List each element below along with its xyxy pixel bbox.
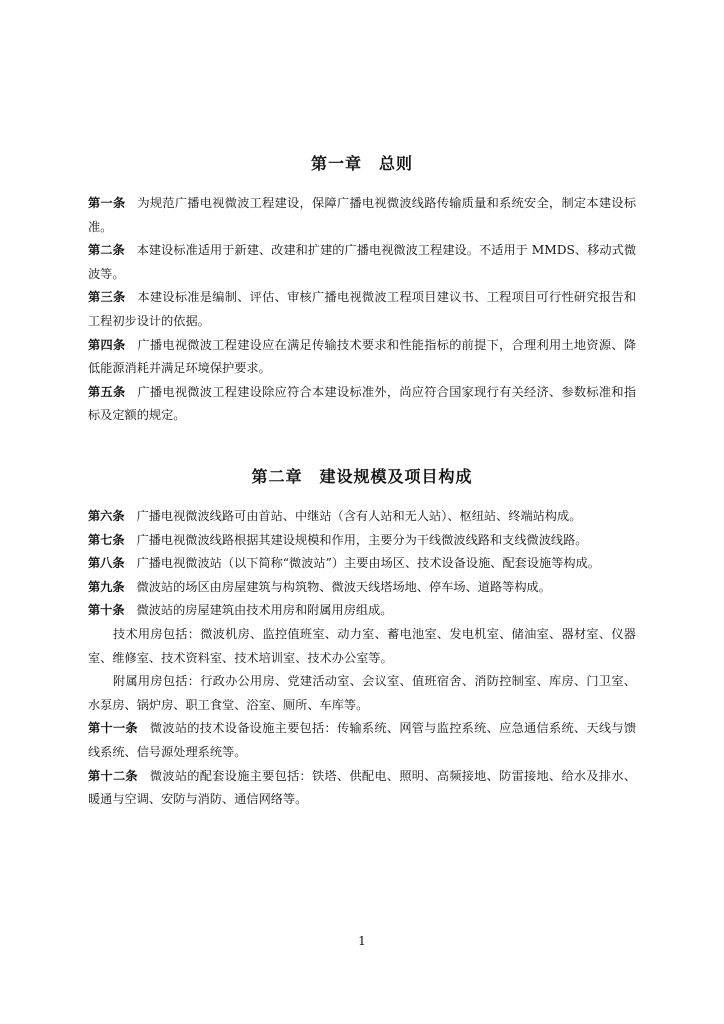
article-text: 微波站的房屋建筑由技术用房和附属用房组成。 [136,603,393,618]
article-text: 广播电视微波工程建设除应符合本建设标准外，尚应符合国家现行有关经济、参数标准和指标及定额的规定。 [88,384,637,423]
article-number: 第六条 [88,509,125,523]
article-1 [88,192,636,239]
article-number: 第二条 [88,243,125,258]
chapter-2-title: 第二章 建设规模及项目构成 [251,467,473,486]
article-text: 广播电视微波线路可由首站、中继站（含有人站和无人站）、枢纽站、终端站构成。 [136,509,582,523]
article-11 [88,717,636,764]
article-number: 第一条 [88,196,126,210]
article-text: 广播电视微波线路根据其建设规模和作用，主要分为干线微波线路和支线微波线路。 [136,532,588,547]
article-number: 第十二条 [88,768,138,783]
article-text: 为规范广播电视微波工程建设，保障广播电视微波线路传输质量和系统安全，制定本建设标准。 [88,196,637,234]
chapter-1-title: 第一章 总则 [310,154,413,173]
article-text: 本建设标准适用于新建、改建和扩建的广播电视微波工程建设。不适用于 MMDS、移动式微波等。 [88,243,637,281]
article-6 [88,505,636,529]
article-number: 第九条 [88,579,125,594]
article-8 [88,552,636,576]
article-4 [88,334,636,381]
chapter-2-body [88,505,636,812]
article-number: 第三条 [88,290,126,305]
article-number: 第八条 [88,556,125,571]
article-12 [88,765,636,812]
article-10 [88,599,636,623]
article-9 [88,576,636,600]
article-number: 第四条 [88,337,126,352]
aux-rooms-paragraph: 附属用房包括：行政办公用房、党建活动室、会议室、值班宿舍、消防控制室、库房、门卫室、水泵房、锅炉房、职工食堂、浴室、厕所、车库等。 [88,674,636,712]
article-number: 第五条 [88,384,126,399]
article-5 [88,381,636,428]
article-2 [88,239,636,286]
chapter-1-body [88,192,636,428]
article-7 [88,529,636,553]
article-text: 本建设标准是编制、评估、审核广播电视微波工程项目建议书、工程项目可行性研究报告和工程初步设计的依据。 [88,290,637,328]
article-number: 第十一条 [88,721,138,736]
article-number: 第七条 [88,532,125,547]
article-text: 广播电视微波工程建设应在满足传输技术要求和性能指标的前提下，合理利用土地资源、降低能源消耗并满足环境保护要求。 [88,337,637,376]
page-number: 1 [358,934,366,948]
tech-rooms-paragraph: 技术用房包括：微波机房、监控值班室、动力室、蓄电池室、发电机室、储油室、器材室、仪器室、维修室、技术资料室、技术培训室、技术办公室等。 [88,626,636,665]
article-text: 微波站的场区由房屋建筑与构筑物、微波天线塔场地、停车场、道路等构成。 [136,579,551,594]
article-number: 第十条 [88,603,125,618]
article-text: 微波站的配套设施主要包括：铁塔、供配电、照明、高频接地、防雷接地、给水及排水、暖通与空调、安防与消防、通信网络等。 [88,768,637,807]
article-3 [88,286,636,333]
article-text: 广播电视微波站（以下简称“微波站”）主要由场区、技术设备设施、配套设施等构成。 [136,556,600,571]
article-text: 微波站的技术设备设施主要包括：传输系统、网管与监控系统、应急通信系统、天线与馈线系统、信号源处理系统等。 [88,721,637,759]
